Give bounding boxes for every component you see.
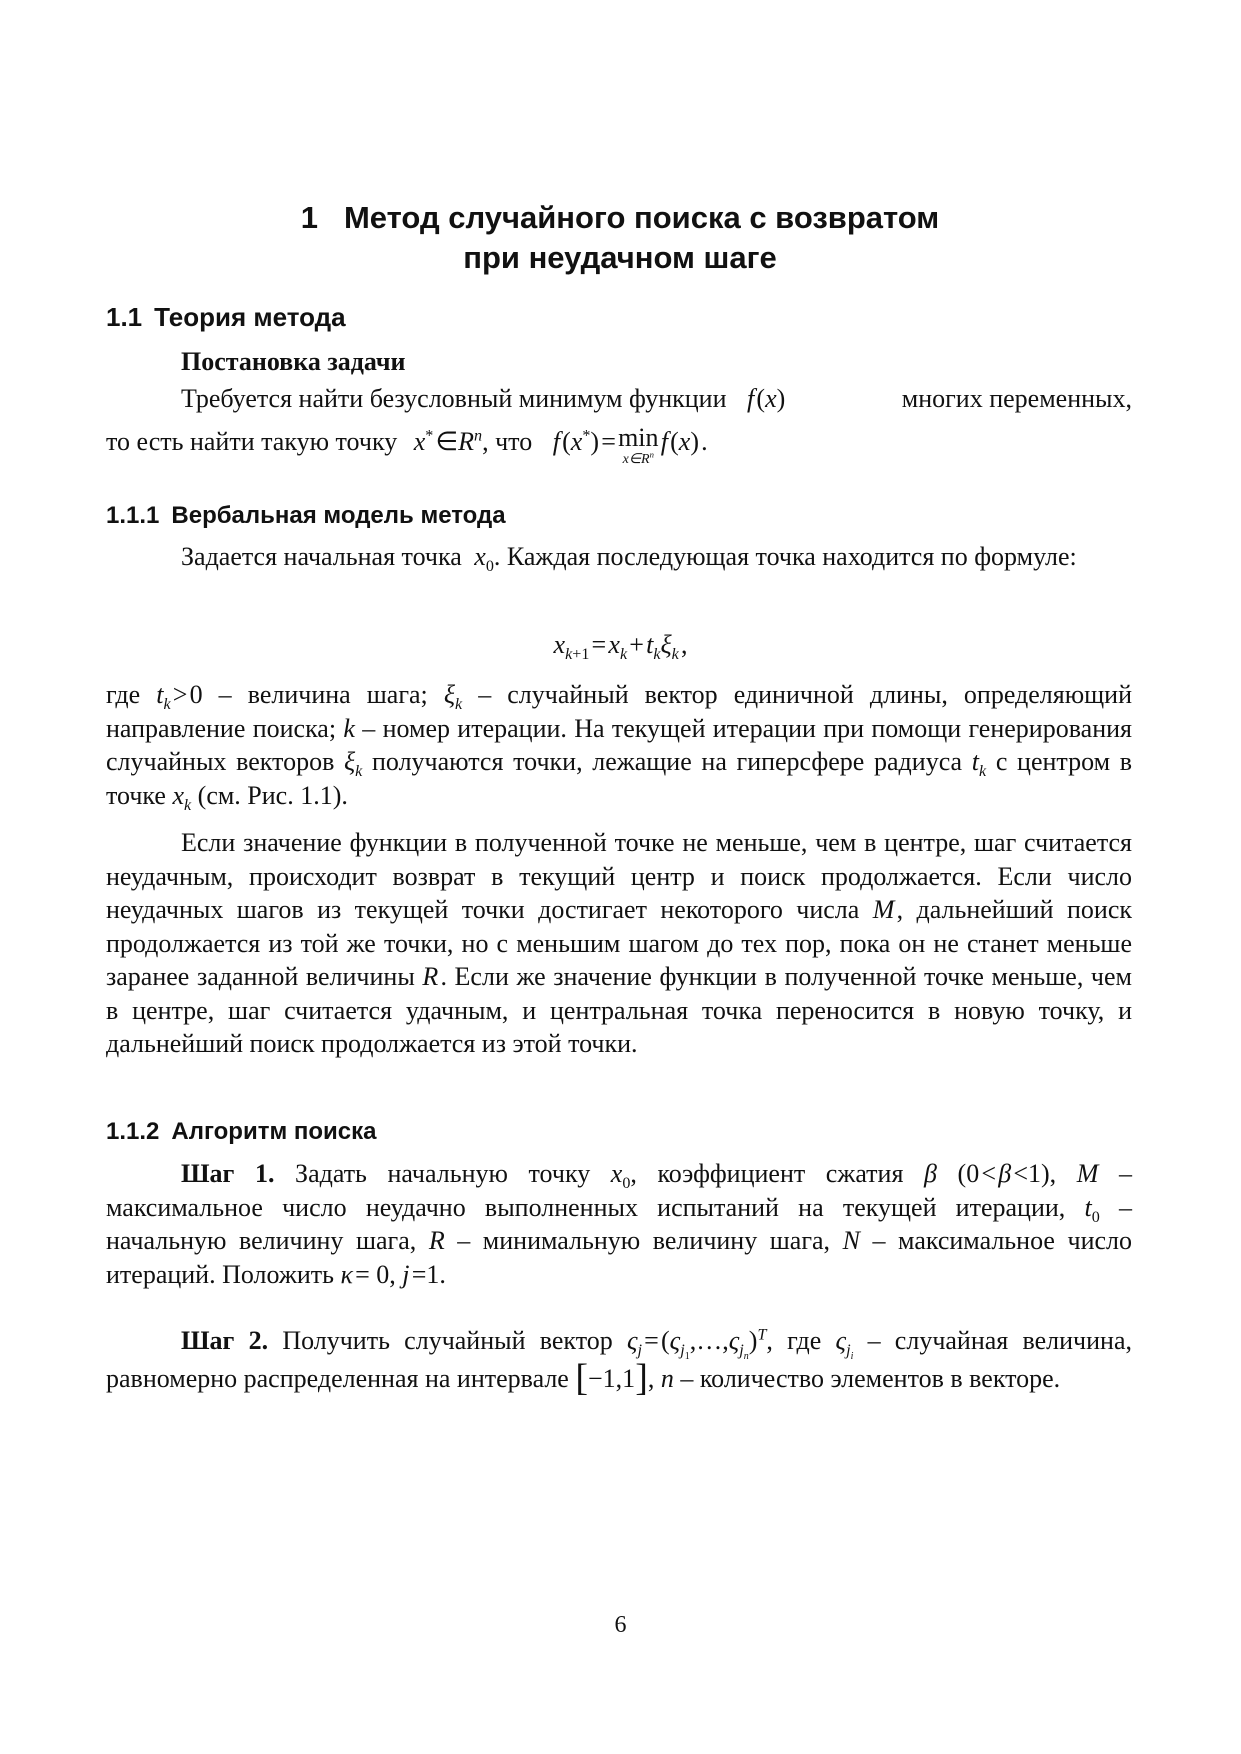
algorithm-step-1: Шаг 1. Задать начальную точку $x_0$, коэффициент сжатия β (0 < β <1), M – максимальное число неудачно выполненных испытаний на текущей итерации, $t_0$ – начальную величину шага, R – минимальную величину шага, N – максимальное число итераций. Положить κ = 0, j =1. xyxy=(106,1159,1133,1289)
page-number: 6 xyxy=(614,1612,627,1638)
subsection-1-title: Вербальная модель метода xyxy=(171,502,506,529)
chapter-title-line1: Метод случайного поиска с возвратом xyxy=(343,200,940,235)
sub1-paragraph-3: Если значение функции в полученной точке не меньше, чем в центре, шаг считается неудачным, происходит возврат в текущий центр и поиск продолжается. Если число неудачных шагов из текущей точки достигает некоторого числа M , дальнейший поиск продолжается из той же точки, но с меньшим шагом до тех пор, пока он не станет меньше заранее заданной величины R . Если же значение функции в полученной точке меньше, чем в центре, шаг считается удачным, и центральная точка переносится в новую точку, и дальнейший поиск продолжается из этой точки. xyxy=(106,828,1132,1058)
problem-heading: Постановка задачи xyxy=(181,347,406,376)
problem-line-1: Требуется найти безусловный минимум функции f (x) многих переменных, xyxy=(181,382,1132,416)
subsection-2-number: 1.1.2 xyxy=(106,1118,160,1145)
chapter-title xyxy=(240,198,1000,278)
iteration-formula: $x_{k+1}$ = $x_k$ + $t_k\xi_k$ , xyxy=(553,630,688,664)
subsection-2-title: Алгоритм поиска xyxy=(171,1118,377,1145)
problem-text-2b: , что xyxy=(482,427,533,456)
step-2-label: Шаг 2. xyxy=(181,1326,269,1355)
section-heading xyxy=(106,302,346,333)
sub1-p1b: . Каждая последующая точка находится по формуле: xyxy=(493,542,1077,571)
problem-text-2a: то есть найти такую точку xyxy=(106,427,398,456)
problem-text-1a: Требуется найти безусловный минимум функции xyxy=(181,384,727,413)
problem-text-1b: многих переменных, xyxy=(901,384,1132,413)
sub1-paragraph-1: Задается начальная точка $x_0$. Каждая последующая точка находится по формуле: xyxy=(181,542,1077,576)
subsection-1-heading xyxy=(106,502,506,530)
section-number: 1.1 xyxy=(106,302,143,332)
subsection-1-number: 1.1.1 xyxy=(106,502,160,529)
algorithm-step-2: Шаг 2. Получить случайный вектор $\varsigma_j$ = $(\varsigma_{j_1},\dots,\varsigma_{j_n})^T$, где $\varsigma_{j_i}$ – случайная величина, равномерно распределенная на интервале [−1,1], n – количество элементов в векторе. xyxy=(106,1326,1132,1399)
sub1-paragraph-2: где $t_k$ > 0 – величина шага; $\xi_k$ – случайный вектор единичной длины, определяющий направление поиска; k – номер итерации. На текущей итерации при помощи генерирования случайных векторов $\xi_k$ получаются точки, лежащие на гиперсфере радиуса $t_k$ с центром в точке $x_k$ (см. Рис. 1.1). xyxy=(106,680,1132,814)
sub1-p1a: Задается начальная точка xyxy=(181,542,462,571)
problem-line-2: то есть найти такую точку x* $\in R^n$, что f (x*) = min $x\in R^n$ f (x) . xyxy=(106,423,708,467)
chapter-number: 1 xyxy=(300,200,318,235)
step-1-label: Шаг 1. xyxy=(181,1159,275,1188)
subsection-2-heading xyxy=(106,1118,377,1146)
chapter-title-line2: при неудачном шаге xyxy=(463,240,777,275)
section-title: Теория метода xyxy=(154,302,346,332)
